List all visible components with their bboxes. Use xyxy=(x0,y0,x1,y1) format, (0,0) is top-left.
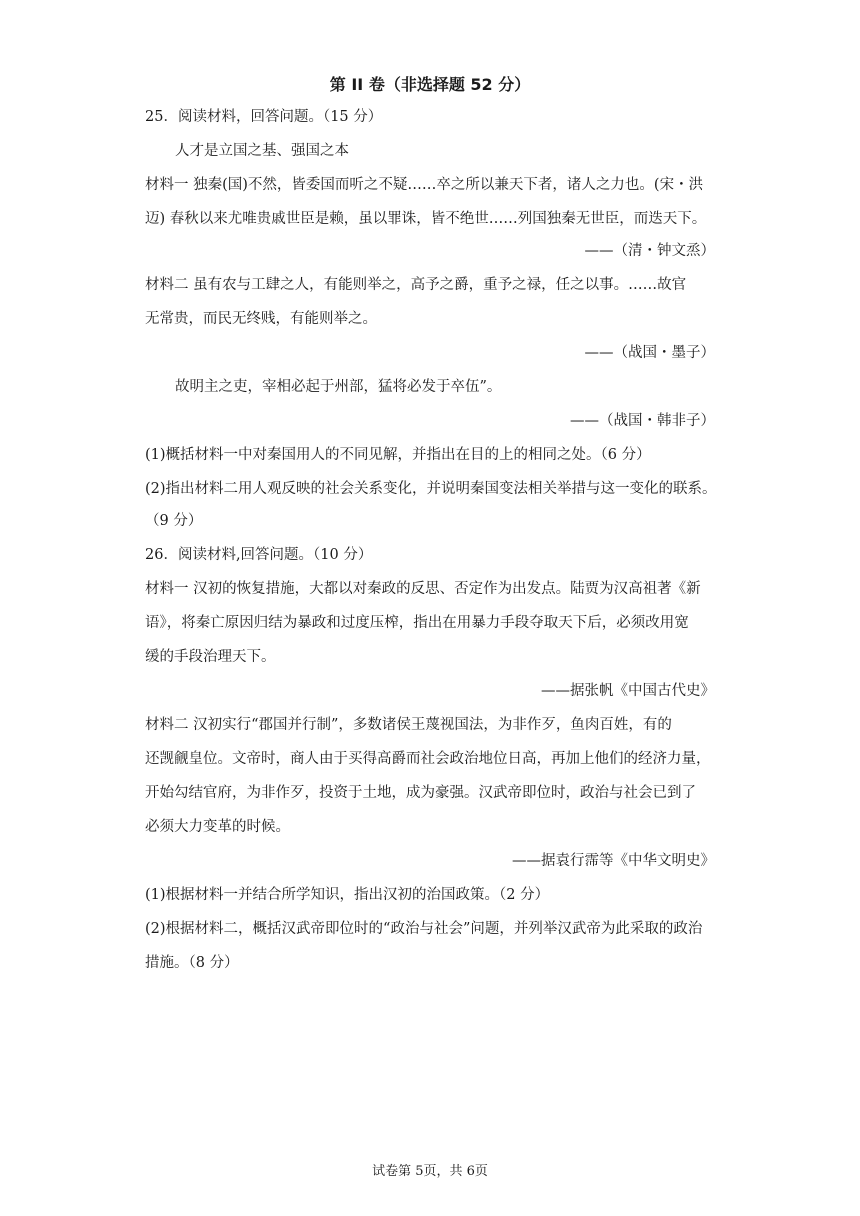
q25-material2-quote: 故明主之吏，宰相必起于州部，猛将必发于卒伍”。 xyxy=(175,379,502,395)
section-title: 第 II 卷（非选择题 52 分） xyxy=(329,75,531,94)
q25-material1-line2: 迈) 春秋以来尤唯贵戚世臣是赖，虽以罪诛，皆不绝世……列国独秦无世臣，而迭天下。 xyxy=(145,211,707,227)
q26-subquestion-1: (1)根据材料一并结合所学知识，指出汉初的治国政策。（2 分） xyxy=(145,887,550,903)
q25-material2-line1: 材料二 虽有农与工肆之人，有能则举之，高予之爵，重予之禄，任之以事。……故官 xyxy=(145,277,687,293)
q26-subquestion-2-line1: (2)根据材料二，概括汉武帝即位时的“政治与社会”问题，并列举汉武帝为此采取的政治 xyxy=(145,921,703,937)
q26-subquestion-2-line2: 措施。（8 分） xyxy=(145,955,239,971)
q25-subquestion-2-line2: （9 分） xyxy=(145,513,203,529)
q26-material1-line2: 语》，将秦亡原因归结为暴政和过度压榨，指出在用暴力手段夺取天下后，必须改用宽 xyxy=(145,615,689,631)
q26-material2-line3: 开始勾结官府，为非作歹，投资于土地，成为豪强。汉武帝即位时，政治与社会已到了 xyxy=(145,785,696,801)
page-footer: 试卷第 5页，共 6页 xyxy=(372,1164,488,1179)
q25-intro: 人才是立国之基、强国之本 xyxy=(175,143,349,159)
q26-material2-line2: 还觊觎皇位。文帝时，商人由于买得高爵而社会政治地位日高，再加上他们的经济力量， xyxy=(145,751,711,767)
q25-material1-line1: 材料一 独秦(国)不然，皆委国而听之不疑……卒之所以兼天下者，诸人之力也。(宋・洪 xyxy=(145,177,704,193)
q25-subquestion-1: (1)概括材料一中对秦国用人的不同见解，并指出在目的上的相同之处。（6 分） xyxy=(145,447,651,463)
q26-header: 26．阅读材料,回答问题。（10 分） xyxy=(145,547,373,563)
q26-material1-source: ——据张帆《中国古代史》 xyxy=(541,683,715,699)
q25-material2-source: ——（战国・墨子） xyxy=(584,345,715,361)
q25-subquestion-2-line1: (2)指出材料二用人观反映的社会关系变化，并说明秦国变法相关举措与这一变化的联系。 xyxy=(145,481,717,497)
q25-material2-line2: 无常贵，而民无终贱，有能则举之。 xyxy=(145,311,377,327)
q25-material1-source: ——（清・钟文烝） xyxy=(584,243,715,259)
q25-material2-quote-source: ——（战国・韩非子） xyxy=(570,413,715,429)
q26-material2-line1: 材料二 汉初实行“郡国并行制”，多数诸侯王蔑视国法，为非作歹，鱼肉百姓，有的 xyxy=(145,717,672,733)
q26-material2-source: ——据袁行霈等《中华文明史》 xyxy=(512,853,715,869)
q26-material1-line1: 材料一 汉初的恢复措施，大都以对秦政的反思、否定作为出发点。陆贾为汉高祖著《新 xyxy=(145,581,701,597)
q25-header: 25．阅读材料，回答问题。（15 分） xyxy=(145,109,383,125)
q26-material2-line4: 必须大力变革的时候。 xyxy=(145,819,290,835)
q26-material1-line3: 缓的手段治理天下。 xyxy=(145,649,276,665)
